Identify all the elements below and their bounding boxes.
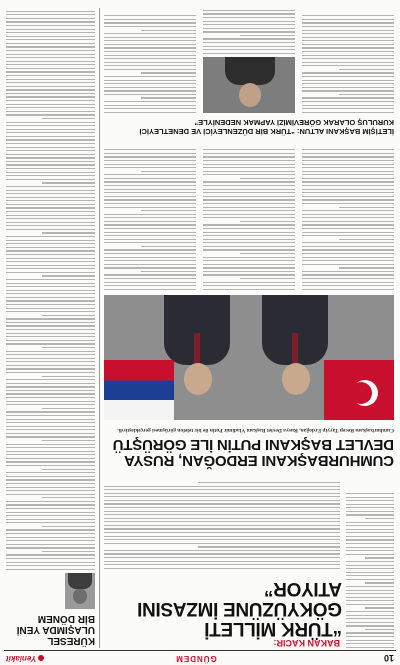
second-story-body-column [104, 140, 196, 290]
altun-photo [203, 57, 295, 113]
side-story-body [6, 10, 95, 570]
third-story-body-column [302, 8, 394, 113]
person-figure [258, 295, 332, 395]
section-title: GÜNDEM [175, 654, 217, 663]
brand [6, 654, 44, 663]
person-figure [160, 295, 234, 395]
masthead [4, 650, 396, 663]
third-story-body-column [104, 8, 196, 113]
erdogan-putin-photo [104, 295, 394, 420]
second-story-headline: CUMHURBAŞKANI ERDOĞAN, RUSYA DEVLET BAŞKANI PUTİN İLE GÖRÜŞTÜ [112, 436, 394, 469]
main-story-headline: “TÜRK MİLLETİ GÖKYÜZÜNE İMZASINI ATIYOR” [137, 578, 342, 639]
turkish-flag-icon [324, 360, 394, 420]
side-story-headline: KÜRESEL ULAŞIMDA YENİ BİR DÖNEM [16, 613, 95, 646]
brand-name: Yeniakit [6, 654, 37, 663]
side-story-column [6, 8, 100, 648]
third-story-headline: İLETİŞİM BAŞKANI ALTUN: “TÜRK BİR DÜZENLEYİCİ VE DENETLEYİCİ KURULUŞ OLARAK GÖREVİMİZİ YAPMAK NEDENİYLE” [139, 118, 394, 136]
third-story-body-column [203, 8, 295, 113]
second-story-body-column [203, 140, 295, 290]
page-number: 10 [383, 653, 394, 663]
second-story-body-column [302, 140, 394, 290]
author-portrait [65, 573, 95, 609]
left-text-column [346, 473, 394, 648]
main-story-kicker: BAKAN KACIR: [273, 638, 340, 648]
brand-logo-icon [38, 655, 44, 661]
second-story-deck: Cumhurbaşkanı Recep Tayyip Erdoğan, Rusya Devlet Başkanı Vladimir Putin ile bir telefon görüşmesi gerçekleştirdi. [117, 427, 394, 433]
main-story-deck [104, 480, 340, 569]
